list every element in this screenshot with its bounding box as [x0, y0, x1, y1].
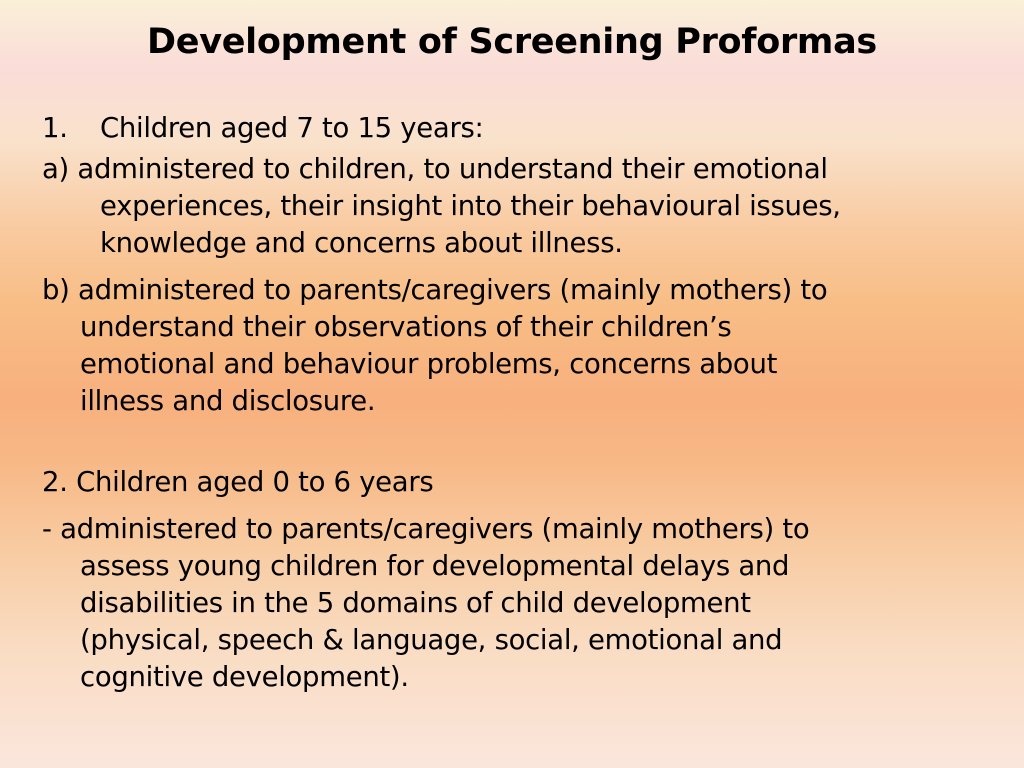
item-1a-line-1: a) administered to children, to understand their emotional — [42, 153, 828, 185]
spacer — [42, 420, 982, 464]
item-1a-line-3: knowledge and concerns about illness. — [100, 227, 623, 259]
item-1b-line-2: understand their observations of their children’s — [80, 311, 732, 343]
item-1a-line-2: experiences, their insight into their behavioural issues, — [100, 190, 841, 222]
item-2-line-3: disabilities in the 5 domains of child development — [80, 587, 751, 619]
item-1b-line-4: illness and disclosure. — [80, 385, 376, 417]
item-1a-paragraph — [42, 151, 982, 262]
item-1b-paragraph — [42, 272, 982, 420]
slide-content — [42, 110, 982, 696]
item-2-line-4: (physical, speech & language, social, emotional and — [80, 624, 783, 656]
item-1-number: 1. — [42, 112, 68, 144]
item-1-heading — [42, 110, 982, 147]
slide-title: Development of Screening Proformas — [147, 22, 877, 62]
item-1-heading-text: Children aged 7 to 15 years: — [100, 112, 484, 144]
item-2-line-2: assess young children for developmental delays and — [80, 550, 790, 582]
item-2-line-1: - administered to parents/caregivers (mainly mothers) to — [42, 513, 810, 545]
item-2-line-5: cognitive development). — [80, 661, 409, 693]
item-2-heading: 2. Children aged 0 to 6 years — [42, 466, 434, 498]
item-1b-line-3: emotional and behaviour problems, concerns about — [80, 348, 778, 380]
item-1b-line-1: b) administered to parents/caregivers (mainly mothers) to — [42, 274, 828, 306]
item-2-paragraph — [42, 511, 982, 696]
